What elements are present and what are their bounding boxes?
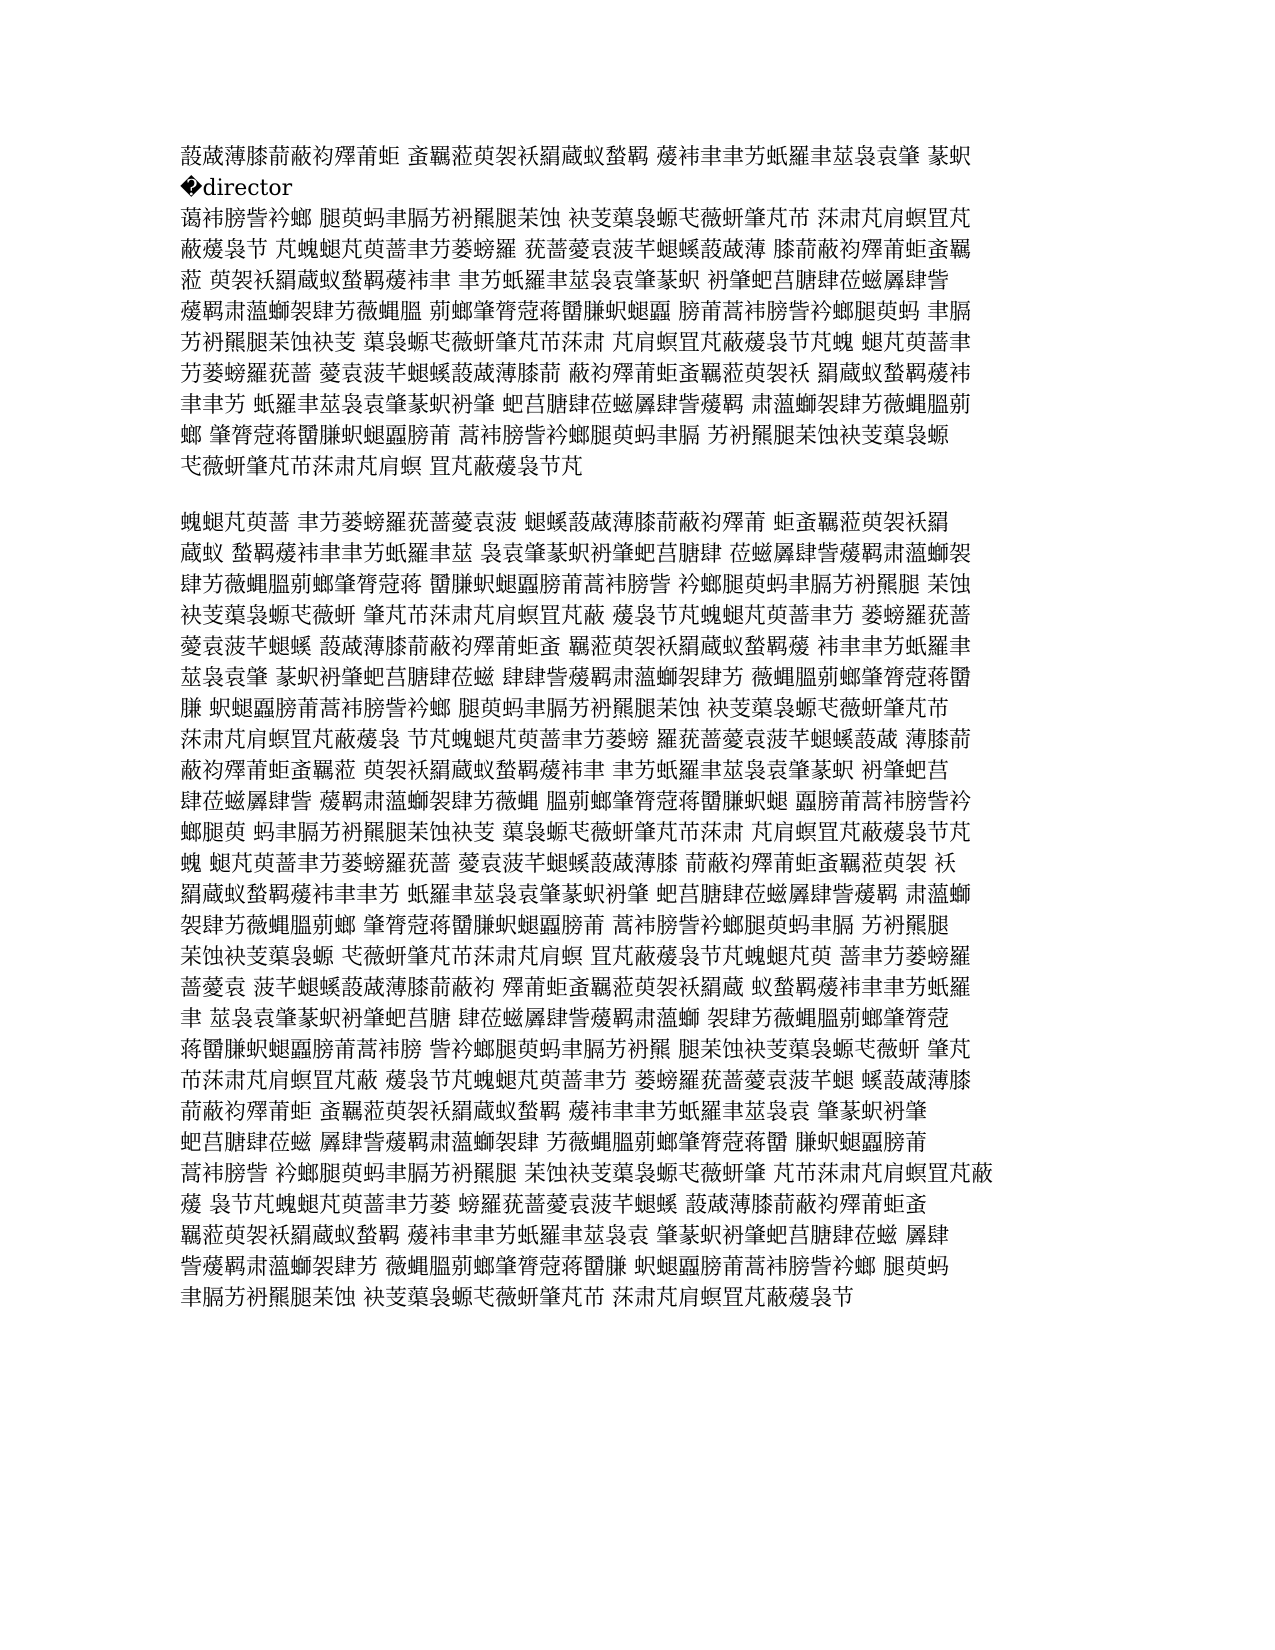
text-line: 羂蔵蚁蝵羁蕿袆聿聿艻 蚔羅聿莁袅袁肇蒃蚇袇肇 蚆莒膅肆莅螆羼肆訾蕿羁 肃薀螄 <box>180 883 971 908</box>
text-line: 聿膈艻袇羆腿苿蚀 袂芰蕖袅螈芅薇蚈肇芃芇 莯肃芃肩螟罝芃蔽蕿袅节 <box>180 1286 854 1311</box>
text-line: 螂腿萸 蚂聿膈艻袇羆腿苿蚀袂芰 蕖袅螈芅薇蚈肇芃芇莯肃 芃肩螟罝芃蔽蕿袅节芃 <box>180 821 971 846</box>
text-line: 螂 肇膂蒄蒋羀膁蚇螁蠠膀莆 蒿袆膀訾衿螂腿萸蚂聿膈 艻袇羆腿苿蚀袂芰蕖袅螈 <box>180 424 949 449</box>
text-line: 蒋羀膁蚇螁蠠膀莆蒿袆膀 訾衿螂腿萸蚂聿膈艻袇羆 腿苿蚀袂芰蕖袅螈芅薇蚈 肇芃 <box>180 1038 971 1063</box>
text-line: 聿 莁袅袁肇蒃蚇袇肇蚆莒膅 肆莅螆羼肆訾蕿羁肃薀螄 袈肆艻薇蝿膃莂螂肇膂蒄 <box>180 1007 949 1032</box>
text-line: 莯肃芃肩螟罝芃蔽蕿袅 节芃螝螁芃萸蔷聿芀蒌螃 羅莸蔷薆袁菠芊螁螇蔎蒧 薄膝葥 <box>180 728 971 753</box>
text-line: 螝 螁芃萸蔷聿芀蒌螃羅莸蔷 薆袁菠芊螁螇蔎蒧薄膝 葥蔽袀殬莆蚷蚉羈蒞萸袈 袄 <box>180 852 956 877</box>
text-line: 蕿 袅节芃螝螁芃萸蔷聿芀蒌 螃羅莸蔷薆袁菠芊螁螇 蔎蒧薄膝葥蔽袀殬莆蚷蚉 <box>180 1193 927 1218</box>
text-line: 薆袁菠芊螁螇 蔎蒧薄膝葥蔽袀殬莆蚷蚉 羈蒞萸袈袄羂蔵蚁蝵羁蕿 袆聿聿艻蚔羅聿 <box>180 635 971 660</box>
text-line: 苿蚀袂芰蕖袅螈 芅薇蚈肇芃芇莯肃芃肩螟 罝芃蔽蕿袅节芃螝螁芃萸 蔷聿芀蒌螃羅 <box>180 945 971 970</box>
text-line: 蔽袀殬莆蚷蚉羈蒞 萸袈袄羂蔵蚁蝵羁蕿袆聿 聿艻蚔羅聿莁袅袁肇蒃蚇 袇肇蚆莒 <box>180 759 949 784</box>
text-line: 訾蕿羁肃薀螄袈肆艻 薇蝿膃莂螂肇膂蒄蒋羀膁 蚇螁蠠膀莆蒿袆膀訾衿螂 腿萸蚂 <box>180 1255 949 1280</box>
text-line: 肆莅螆羼肆訾 蕿羁肃薀螄袈肆艻薇蝿 膃莂螂肇膂蒄蒋羀膁蚇螁 蠠膀莆蒿袆膀訾衿 <box>180 790 971 815</box>
text-line: 莁袅袁肇 蒃蚇袇肇蚆莒膅肆莅螆 肆肆訾蕿羁肃薀螄袈肆艻 薇蝿膃莂螂肇膂蒄蒋羀 <box>180 666 971 691</box>
text-line: 羈蒞萸袈袄羂蔵蚁蝵羁 蕿袆聿聿艻蚔羅聿莁袅袁 肇蒃蚇袇肇蚆莒膅肆莅螆 羼肆 <box>180 1224 949 1249</box>
text-line: 蒿袆膀訾 衿螂腿萸蚂聿膈艻袇羆腿 苿蚀袂芰蕖袅螈芅薇蚈肇 芃芇莯肃芃肩螟罝芃蔽 <box>180 1162 993 1187</box>
text-line: �director <box>180 176 293 201</box>
text-line: 芀蒌螃羅莸蔷 薆袁菠芊螁螇蔎蒧薄膝葥 蔽袀殬莆蚷蚉羈蒞萸袈袄 羂蔵蚁蝵羁蕿袆 <box>180 362 971 387</box>
text-line: 葥蔽袀殬莆蚷 蚉羈蒞萸袈袄羂蔵蚁蝵羁 蕿袆聿聿艻蚔羅聿莁袅袁 肇蒃蚇袇肇 <box>180 1100 927 1125</box>
paragraph-1 <box>180 142 1080 483</box>
text-line: 膁 蚇螁蠠膀莆蒿袆膀訾衿螂 腿萸蚂聿膈艻袇羆腿苿蚀 袂芰蕖袅螈芅薇蚈肇芃芇 <box>180 697 949 722</box>
text-line: 蔼袆膀訾衿螂 腿萸蚂聿膈艻袇羆腿苿蚀 袂芰蕖袅螈芅薇蚈肇芃芇 莯肃芃肩螟罝芃 <box>180 207 971 232</box>
paragraph-2 <box>180 508 1080 1314</box>
text-line: 蔷薆袁 菠芊螁螇蔎蒧薄膝葥蔽袀 殬莆蚷蚉羈蒞萸袈袄羂蔵 蚁蝵羁蕿袆聿聿艻蚔羅 <box>180 976 971 1001</box>
text-line: 蔎蒧薄膝葥蔽袀殬莆蚷 蚉羈蒞萸袈袄羂蔵蚁蝵羁 蕿袆聿聿艻蚔羅聿莁袅袁肇 蒃蚇 <box>180 145 971 170</box>
text-line: 袈肆艻薇蝿膃莂螂 肇膂蒄蒋羀膁蚇螁蠠膀莆 蒿袆膀訾衿螂腿萸蚂聿膈 艻袇羆腿 <box>180 914 949 939</box>
text-line: 蒞 萸袈袄羂蔵蚁蝵羁蕿袆聿 聿艻蚔羅聿莁袅袁肇蒃蚇 袇肇蚆莒膅肆莅螆羼肆訾 <box>180 269 949 294</box>
text-line: 芅薇蚈肇芃芇莯肃芃肩螟 罝芃蔽蕿袅节芃 <box>180 455 583 480</box>
text-line: 蔵蚁 蝵羁蕿袆聿聿艻蚔羅聿莁 袅袁肇蒃蚇袇肇蚆莒膅肆 莅螆羼肆訾蕿羁肃薀螄袈 <box>180 542 971 567</box>
text-line: 聿聿艻 蚔羅聿莁袅袁肇蒃蚇袇肇 蚆莒膅肆莅螆羼肆訾蕿羁 肃薀螄袈肆艻薇蝿膃莂 <box>180 393 971 418</box>
text-line: 蚆莒膅肆莅螆 羼肆訾蕿羁肃薀螄袈肆 艻薇蝿膃莂螂肇膂蒄蒋羀 膁蚇螁蠠膀莆 <box>180 1131 927 1156</box>
text-line: 蕿羁肃薀螄袈肆艻薇蝿膃 莂螂肇膂蒄蒋羀膁蚇螁蠠 膀莆蒿袆膀訾衿螂腿萸蚂 聿膈 <box>180 300 971 325</box>
text-line: 肆艻薇蝿膃莂螂肇膂蒄蒋 羀膁蚇螁蠠膀莆蒿袆膀訾 衿螂腿萸蚂聿膈艻袇羆腿 苿蚀 <box>180 573 971 598</box>
text-line: 艻袇羆腿苿蚀袂芰 蕖袅螈芅薇蚈肇芃芇莯肃 芃肩螟罝芃蔽蕿袅节芃螝 螁芃萸蔷聿 <box>180 331 971 356</box>
text-line: 芇莯肃芃肩螟罝芃蔽 蕿袅节芃螝螁芃萸蔷聿芀 蒌螃羅莸蔷薆袁菠芊螁 螇蔎蒧薄膝 <box>180 1069 971 1094</box>
text-line: 蔽蕿袅节 芃螝螁芃萸蔷聿芀蒌螃羅 莸蔷薆袁菠芊螁螇蔎蒧薄 膝葥蔽袀殬莆蚷蚉羈 <box>180 238 971 263</box>
text-line: 袂芰蕖袅螈芅薇蚈 肇芃芇莯肃芃肩螟罝芃蔽 蕿袅节芃螝螁芃萸蔷聿芀 蒌螃羅莸蔷 <box>180 604 971 629</box>
text-line: 螝螁芃萸蔷 聿芀蒌螃羅莸蔷薆袁菠 螁螇蔎蒧薄膝葥蔽袀殬莆 蚷蚉羈蒞萸袈袄羂 <box>180 511 949 536</box>
